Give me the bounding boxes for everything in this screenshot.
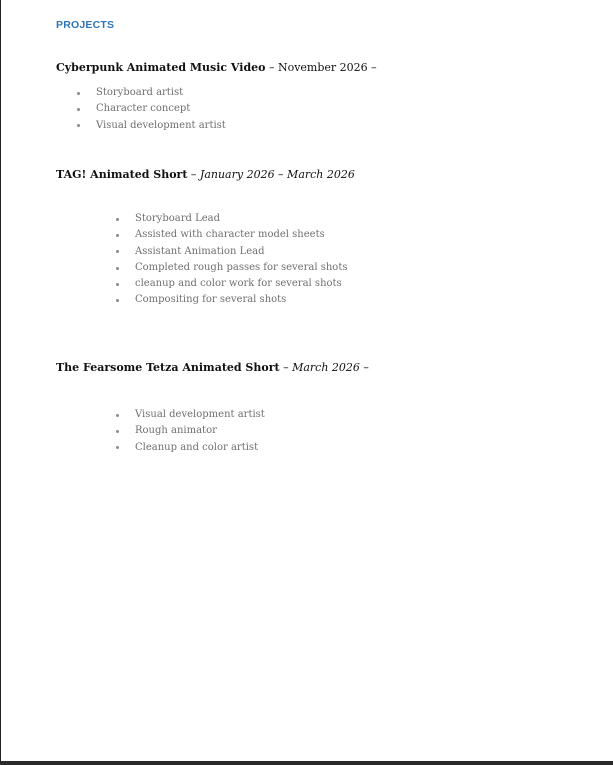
- project-title: [56, 168, 355, 181]
- list-item: Visual development artist: [135, 407, 265, 423]
- project-dates: January 2026 – March 2026: [199, 168, 355, 181]
- project-roles-list: [135, 407, 265, 456]
- list-item: Rough animator: [135, 423, 265, 439]
- project-dates-separator: –: [187, 168, 200, 181]
- project-roles-list: [96, 85, 226, 134]
- list-item: Compositing for several shots: [135, 292, 347, 308]
- project-dates-suffix: –: [359, 361, 369, 374]
- list-item: Storyboard artist: [96, 85, 226, 101]
- list-item: Visual development artist: [96, 118, 226, 134]
- project-dates: March 2026: [292, 361, 360, 374]
- list-item: Assistant Animation Lead: [135, 244, 347, 260]
- list-item: Assisted with character model sheets: [135, 227, 347, 243]
- project-name: Cyberpunk Animated Music Video: [56, 61, 266, 74]
- list-item: cleanup and color work for several shots: [135, 276, 347, 292]
- list-item: Completed rough passes for several shots: [135, 260, 347, 276]
- list-item: Cleanup and color artist: [135, 440, 265, 456]
- project-name: The Fearsome Tetza Animated Short: [56, 361, 280, 374]
- project-dates: – November 2026 –: [265, 61, 377, 74]
- project-roles-list: [135, 211, 347, 309]
- project-title: [56, 61, 377, 74]
- list-item: Character concept: [96, 101, 226, 117]
- project-dates-separator: –: [279, 361, 293, 374]
- list-item: Storyboard Lead: [135, 211, 347, 227]
- project-name: TAG! Animated Short: [56, 168, 188, 181]
- section-heading-projects: PROJECTS: [56, 19, 115, 31]
- project-title: [56, 361, 369, 374]
